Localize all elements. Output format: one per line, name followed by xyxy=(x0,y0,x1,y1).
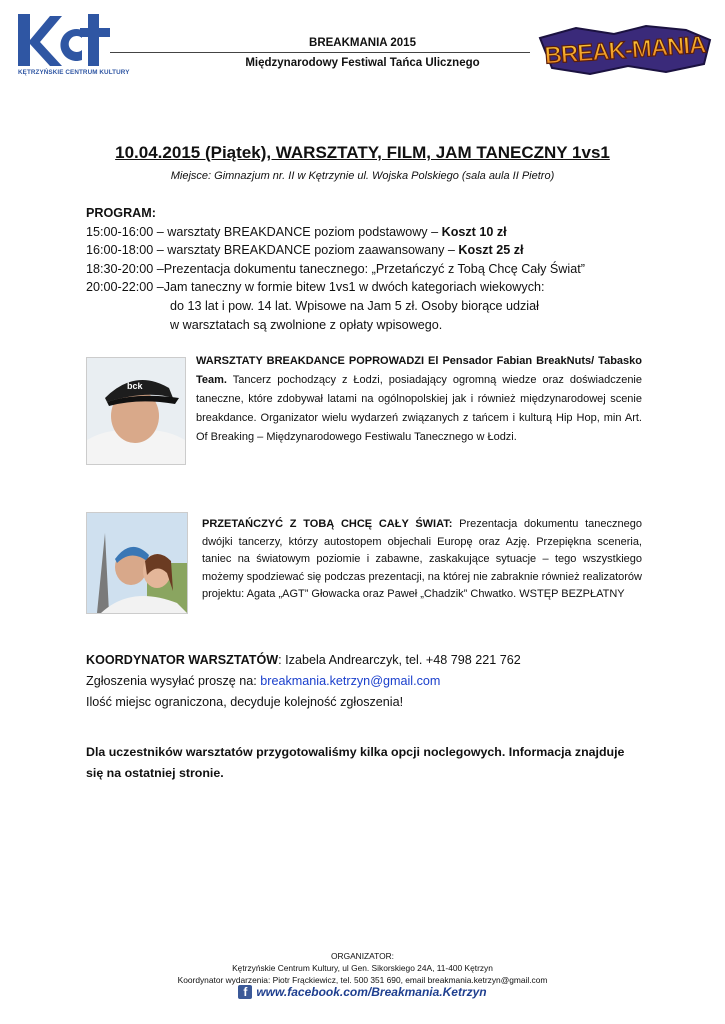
film-description xyxy=(202,516,642,604)
program-item: 20:00-22:00 –Jam taneczny w formie bitew 1vs1 w dwóch kategoriach wiekowych: xyxy=(86,280,545,295)
svg-text:bck: bck xyxy=(127,381,143,391)
footer-organizer: Kętrzyńskie Centrum Kultury, ul Gen. Sikorskiego 24A, 11-400 Kętrzyn xyxy=(232,963,493,973)
workshop-body: Tancerz pochodzący z Łodzi, posiadający ogromną wiedze oraz doświadczenie taneczne, które zdobywał latami na ogólnopolskiej jak i również międzynarodowej scenie breakdance. Organizator wielu wydarzeń związanych z tańcem i kulturą Hip Hop, min Art. Of Breaking – Międzynarodowego Festiwalu Tanecznego w Łodzi. xyxy=(196,374,642,443)
coordinator-section xyxy=(86,650,646,713)
facebook-icon[interactable]: f xyxy=(238,985,252,999)
limit-note: Ilość miejsc ograniczona, decyduje kolejność zgłoszenia! xyxy=(86,695,404,709)
header-subtitle: Międzynarodowy Festiwal Tańca Ulicznego xyxy=(245,57,480,69)
film-body: Prezentacja dokumentu tanecznego dwójki tancerzy, którzy autostopem objechali Europę oraz Azję. Przepiękna sceneria, taniec na światowym poziomie i zabawne, zaskakujące sytuacje – tego wszystkiego możemy spodziewać się podczas prezentacji, na której nie zabraknie również realizatorów projektu: Agata „AGT” Głowacka oraz Paweł „Chadzik” Chwatko. WSTĘP BEZPŁATNY xyxy=(202,518,643,600)
coordinator-contact: : Izabela Andrearczyk, tel. +48 798 221 762 xyxy=(278,653,521,667)
event-venue: Miejsce: Gimnazjum nr. II w Kętrzynie ul. Wojska Polskiego (sala aula II Pietro) xyxy=(170,170,555,182)
film-lead: PRZETAŃCZYĆ Z TOBĄ CHCĘ CAŁY ŚWIAT: xyxy=(202,518,453,530)
coordinator-label: KOORDYNATOR WARSZTATÓW xyxy=(86,653,279,667)
signup-line xyxy=(86,671,646,692)
program-label: PROGRAM: xyxy=(86,206,156,220)
program-section xyxy=(86,204,646,334)
breakmania-logo xyxy=(536,20,714,78)
accommodation-note: Dla uczestników warsztatów przygotowaliśmy kilka opcji noclegowych. Informacja znajduje się na ostatniej stronie. xyxy=(86,745,625,780)
breakmania-logo-text: BREAK-MANIA xyxy=(543,31,707,70)
header-divider xyxy=(110,52,530,53)
header-title: BREAKMANIA 2015 xyxy=(309,37,416,49)
workshop-lead: WARSZTATY BREAKDANCE POPROWADZI El Pensador Fabian BreakNuts/ Tabasko Team. xyxy=(196,355,642,386)
program-item-price: Koszt 25 zł xyxy=(458,243,524,258)
kck-caption: KĘTRZYŃSKIE CENTRUM KULTURY xyxy=(18,69,130,76)
kck-logo-icon xyxy=(16,10,112,68)
program-item-price: Koszt 10 zł xyxy=(441,224,507,239)
signup-text: Zgłoszenia wysyłać proszę na: xyxy=(86,674,261,688)
coordinator-line xyxy=(86,650,646,671)
program-item: 18:30-20:00 –Prezentacja dokumentu tanecznego: „Przetańczyć z Tobą Chcę Cały Świat” xyxy=(86,261,585,276)
program-item xyxy=(86,241,646,260)
program-item-text: 15:00-16:00 – warsztaty BREAKDANCE poziom podstawowy – xyxy=(86,224,442,239)
event-title: 10.04.2015 (Piątek), WARSZTATY, FILM, JAM TANECZNY 1vs1 xyxy=(115,143,610,162)
program-item-continuation: w warsztatach są zwolnione z opłaty wpisowego. xyxy=(170,317,443,332)
signup-email-link[interactable]: breakmania.ketrzyn@gmail.com xyxy=(260,674,441,688)
facebook-link[interactable]: www.facebook.com/Breakmania.Ketrzyn xyxy=(256,985,487,999)
film-photo xyxy=(86,512,188,614)
facebook-row xyxy=(0,985,725,999)
program-item-text: 16:00-18:00 – warsztaty BREAKDANCE poziom zaawansowany – xyxy=(86,243,459,258)
footer-coordinator: Koordynator wydarzenia: Piotr Frąckiewicz, tel. 500 351 690, email breakmania.ketrzyn@gmail.com xyxy=(177,975,548,985)
workshop-description xyxy=(196,352,642,447)
program-item-continuation: do 13 lat i pow. 14 lat. Wpisowe na Jam 5 zł. Osoby biorące udział xyxy=(170,298,539,313)
footer-organizer-label: ORGANIZATOR: xyxy=(331,951,394,961)
footer xyxy=(0,950,725,986)
kck-logo xyxy=(16,10,130,82)
program-item xyxy=(86,223,646,242)
breakmania-graffiti-icon xyxy=(536,20,714,78)
instructor-photo xyxy=(86,357,186,465)
